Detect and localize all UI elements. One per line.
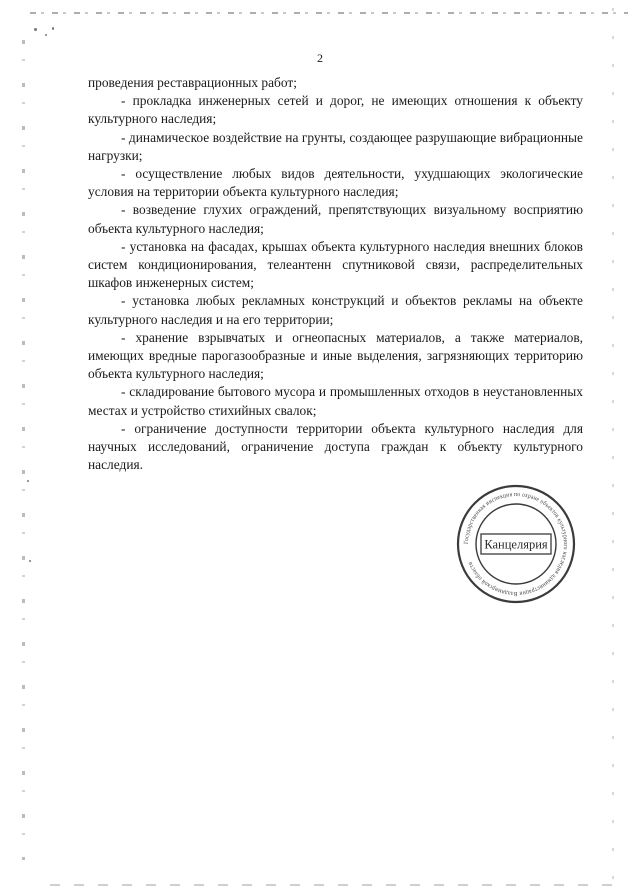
office-stamp	[454, 482, 578, 606]
list-item: - прокладка инженерных сетей и дорог, не имеющих отношения к объекту культурного наследия;	[88, 93, 583, 127]
scan-speck	[27, 480, 29, 482]
scan-speck	[29, 560, 31, 562]
scan-speck	[52, 27, 54, 30]
page-number: 2	[317, 51, 323, 65]
scan-edge-top	[30, 12, 628, 14]
stamp-center-text: Канцелярия	[484, 537, 548, 552]
list-item: - возведение глухих ограждений, препятствующих визуальному восприятию объекта культурного наследия;	[88, 202, 583, 236]
list-item: - установка любых рекламных конструкций и объектов рекламы на объекте культурного наследия и на его территории;	[88, 293, 583, 327]
list-item: - складирование бытового мусора и промышленных отходов в неустановленных местах и устройство стихийных свалок;	[88, 384, 583, 418]
list-item: - динамическое воздействие на грунты, создающее разрушающие вибрационные нагрузки;	[88, 129, 583, 163]
scan-speck	[34, 28, 37, 31]
list-item: - хранение взрывчатых и огнеопасных материалов, а также материалов, имеющих вредные парогазообразные и иные выделения, загрязняющих территорию объекта культурного наследия;	[88, 329, 583, 382]
stamp-ring-text: Государственная инспекция по охране объектов культурного наследия администрации Владимирской области	[462, 490, 570, 598]
body-text	[88, 74, 583, 474]
list-item: - ограничение доступности территории объекта культурного наследия для научных исследований, ограничение доступа граждан к объекту культурного наследия.	[88, 420, 583, 473]
paragraph: проведения реставрационных работ;	[88, 75, 297, 90]
stamp-graphic	[454, 482, 578, 606]
scan-edge-bottom	[50, 884, 620, 886]
scan-edge-right	[612, 8, 614, 888]
list-item: - осуществление любых видов деятельности, ухудшающих экологические условия на территории объекта культурного наследия;	[88, 166, 583, 200]
list-item: - установка на фасадах, крышах объекта культурного наследия внешних блоков систем кондиционирования, телеантенн спутниковой связи, распределительных шкафов инженерных систем;	[88, 238, 583, 291]
scan-edge-left	[22, 40, 25, 860]
scan-speck	[45, 34, 47, 36]
